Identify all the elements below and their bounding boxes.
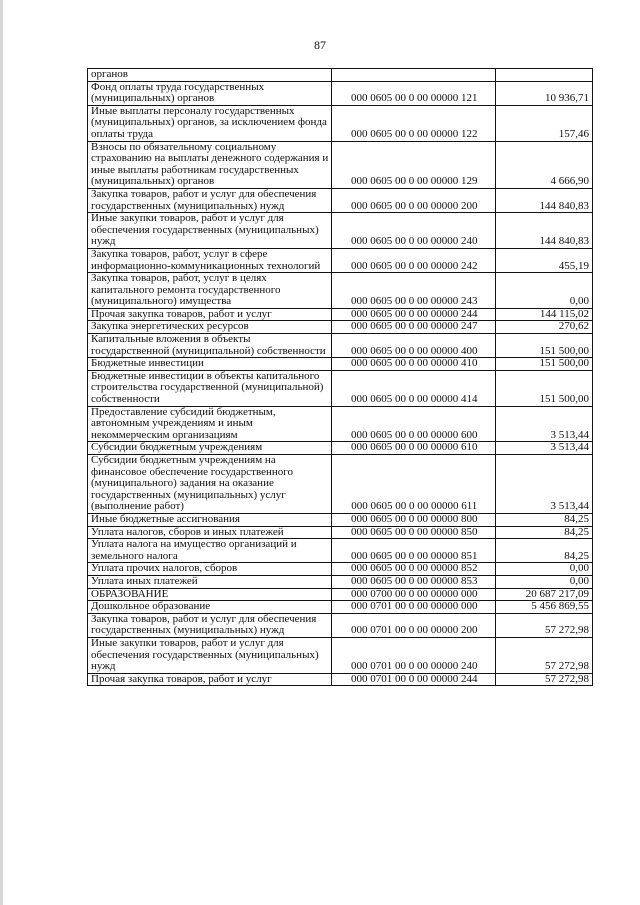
table-row xyxy=(88,588,593,601)
table-row xyxy=(88,406,593,442)
expense-name-cell: Закупка энергетических ресурсов xyxy=(88,321,332,334)
budget-code-cell: 000 0700 00 0 00 00000 000 xyxy=(331,588,495,601)
budget-code-cell: 000 0605 00 0 00 00000 244 xyxy=(331,308,495,321)
budget-code-cell: 000 0605 00 0 00 00000 851 xyxy=(331,539,495,563)
amount-cell: 151 500,00 xyxy=(495,334,592,358)
amount-cell: 57 272,98 xyxy=(495,613,592,637)
table-row xyxy=(88,637,593,673)
table-row xyxy=(88,563,593,576)
budget-table xyxy=(87,68,593,686)
table-row xyxy=(88,526,593,539)
amount-cell: 84,25 xyxy=(495,539,592,563)
amount-cell: 157,46 xyxy=(495,105,592,141)
expense-name-cell: Субсидии бюджетным учреждениям xyxy=(88,442,332,455)
amount-cell: 0,00 xyxy=(495,273,592,309)
budget-code-cell xyxy=(331,69,495,82)
amount-cell: 270,62 xyxy=(495,321,592,334)
amount-cell: 4 666,90 xyxy=(495,141,592,188)
budget-code-cell: 000 0605 00 0 00 00000 122 xyxy=(331,105,495,141)
expense-name-cell: Фонд оплаты труда государственных (муниципальных) органов xyxy=(88,81,332,105)
budget-code-cell: 000 0605 00 0 00 00000 800 xyxy=(331,513,495,526)
expense-name-cell: Уплата прочих налогов, сборов xyxy=(88,563,332,576)
budget-code-cell: 000 0605 00 0 00 00000 242 xyxy=(331,248,495,272)
budget-code-cell: 000 0605 00 0 00 00000 121 xyxy=(331,81,495,105)
amount-cell: 144 840,83 xyxy=(495,213,592,249)
amount-cell: 151 500,00 xyxy=(495,370,592,406)
budget-code-cell: 000 0701 00 0 00 00000 244 xyxy=(331,673,495,686)
expense-name-cell: органов xyxy=(88,69,332,82)
table-row xyxy=(88,455,593,514)
expense-name-cell: Бюджетные инвестиции xyxy=(88,358,332,371)
expense-name-cell: Дошкольное образование xyxy=(88,601,332,614)
amount-cell: 84,25 xyxy=(495,513,592,526)
expense-name-cell: Закупка товаров, работ, услуг в целях капитального ремонта государственного (муниципального) имущества xyxy=(88,273,332,309)
expense-name-cell: Закупка товаров, работ и услуг для обеспечения государственных (муниципальных) нужд xyxy=(88,613,332,637)
expense-name-cell: ОБРАЗОВАНИЕ xyxy=(88,588,332,601)
table-row xyxy=(88,81,593,105)
table-row xyxy=(88,105,593,141)
expense-name-cell: Уплата налогов, сборов и иных платежей xyxy=(88,526,332,539)
table-row xyxy=(88,513,593,526)
table-row xyxy=(88,141,593,188)
budget-code-cell: 000 0605 00 0 00 00000 853 xyxy=(331,575,495,588)
expense-name-cell: Прочая закупка товаров, работ и услуг xyxy=(88,673,332,686)
expense-name-cell: Иные выплаты персоналу государственных (муниципальных) органов, за исключением фонда оплаты труда xyxy=(88,105,332,141)
budget-table-body xyxy=(88,69,593,686)
amount-cell: 151 500,00 xyxy=(495,358,592,371)
budget-code-cell: 000 0605 00 0 00 00000 243 xyxy=(331,273,495,309)
expense-name-cell: Иные бюджетные ассигнования xyxy=(88,513,332,526)
budget-code-cell: 000 0701 00 0 00 00000 000 xyxy=(331,601,495,614)
budget-code-cell: 000 0605 00 0 00 00000 129 xyxy=(331,141,495,188)
budget-code-cell: 000 0605 00 0 00 00000 852 xyxy=(331,563,495,576)
amount-cell: 10 936,71 xyxy=(495,81,592,105)
budget-code-cell: 000 0701 00 0 00 00000 240 xyxy=(331,637,495,673)
budget-code-cell: 000 0605 00 0 00 00000 611 xyxy=(331,455,495,514)
amount-cell: 455,19 xyxy=(495,248,592,272)
table-row xyxy=(88,69,593,82)
expense-name-cell: Иные закупки товаров, работ и услуг для обеспечения государственных (муниципальных) нужд xyxy=(88,637,332,673)
table-row xyxy=(88,539,593,563)
expense-name-cell: Субсидии бюджетным учреждениям на финансовое обеспечение государственного (муниципального) задания на оказание государственных (муниципальных) услуг (выполнение работ) xyxy=(88,455,332,514)
expense-name-cell: Уплата иных платежей xyxy=(88,575,332,588)
amount-cell: 5 456 869,55 xyxy=(495,601,592,614)
table-row xyxy=(88,273,593,309)
budget-code-cell: 000 0701 00 0 00 00000 200 xyxy=(331,613,495,637)
amount-cell: 3 513,44 xyxy=(495,455,592,514)
amount-cell: 3 513,44 xyxy=(495,442,592,455)
budget-code-cell: 000 0605 00 0 00 00000 200 xyxy=(331,188,495,212)
expense-name-cell: Закупка товаров, работ и услуг для обеспечения государственных (муниципальных) нужд xyxy=(88,188,332,212)
budget-code-cell: 000 0605 00 0 00 00000 240 xyxy=(331,213,495,249)
page-number: 87 xyxy=(314,38,326,52)
table-row xyxy=(88,442,593,455)
budget-code-cell: 000 0605 00 0 00 00000 247 xyxy=(331,321,495,334)
table-row xyxy=(88,358,593,371)
expense-name-cell: Закупка товаров, работ, услуг в сфере информационно-коммуникационных технологий xyxy=(88,248,332,272)
table-row xyxy=(88,188,593,212)
expense-name-cell: Прочая закупка товаров, работ и услуг xyxy=(88,308,332,321)
amount-cell: 3 513,44 xyxy=(495,406,592,442)
expense-name-cell: Уплата налога на имущество организаций и земельного налога xyxy=(88,539,332,563)
expense-name-cell: Бюджетные инвестиции в объекты капитального строительства государственной (муниципальной) собственности xyxy=(88,370,332,406)
amount-cell: 20 687 217,09 xyxy=(495,588,592,601)
budget-code-cell: 000 0605 00 0 00 00000 414 xyxy=(331,370,495,406)
table-row xyxy=(88,321,593,334)
amount-cell: 144 840,83 xyxy=(495,188,592,212)
amount-cell: 0,00 xyxy=(495,563,592,576)
table-row xyxy=(88,673,593,686)
amount-cell: 0,00 xyxy=(495,575,592,588)
budget-code-cell: 000 0605 00 0 00 00000 610 xyxy=(331,442,495,455)
expense-name-cell: Иные закупки товаров, работ и услуг для обеспечения государственных (муниципальных) нужд xyxy=(88,213,332,249)
budget-code-cell: 000 0605 00 0 00 00000 400 xyxy=(331,334,495,358)
table-row xyxy=(88,334,593,358)
budget-code-cell: 000 0605 00 0 00 00000 410 xyxy=(331,358,495,371)
budget-code-cell: 000 0605 00 0 00 00000 850 xyxy=(331,526,495,539)
amount-cell: 144 115,02 xyxy=(495,308,592,321)
budget-code-cell: 000 0605 00 0 00 00000 600 xyxy=(331,406,495,442)
amount-cell: 57 272,98 xyxy=(495,637,592,673)
table-row xyxy=(88,248,593,272)
table-row xyxy=(88,213,593,249)
expense-name-cell: Предоставление субсидий бюджетным, автономным учреждениям и иным некоммерческим организациям xyxy=(88,406,332,442)
scan-edge xyxy=(0,0,3,905)
amount-cell: 84,25 xyxy=(495,526,592,539)
table-row xyxy=(88,613,593,637)
amount-cell: 57 272,98 xyxy=(495,673,592,686)
table-row xyxy=(88,370,593,406)
expense-name-cell: Капитальные вложения в объекты государственной (муниципальной) собственности xyxy=(88,334,332,358)
expense-name-cell: Взносы по обязательному социальному страхованию на выплаты денежного содержания и иные выплаты работникам государственных (муниципальных) органов xyxy=(88,141,332,188)
amount-cell xyxy=(495,69,592,82)
table-row xyxy=(88,601,593,614)
table-row xyxy=(88,575,593,588)
table-row xyxy=(88,308,593,321)
